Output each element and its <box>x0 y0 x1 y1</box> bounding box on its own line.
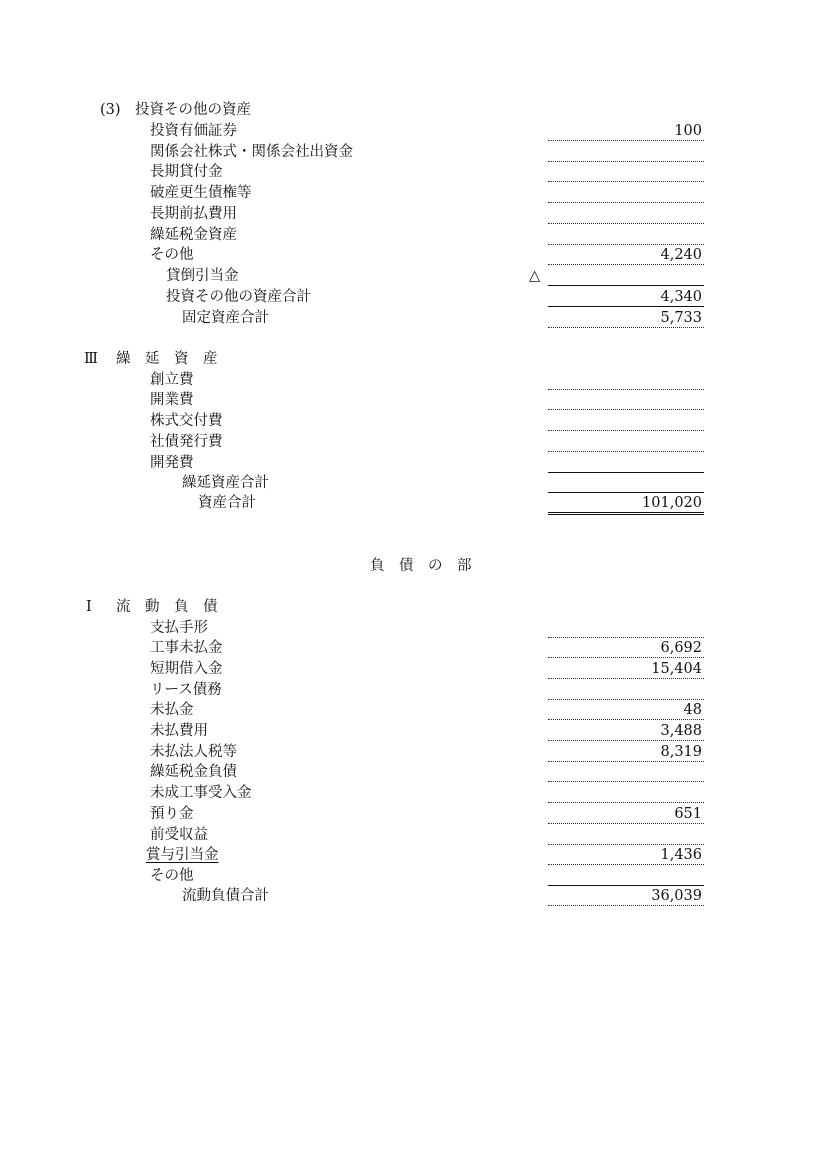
item-value <box>548 204 704 224</box>
item-value <box>548 162 704 182</box>
item-label: リース債務 <box>150 682 222 698</box>
item-value: 1,436 <box>548 845 704 865</box>
item-label: 預り金 <box>150 806 194 822</box>
current-liabilities-roman-numeral: Ⅰ <box>86 599 92 615</box>
item-label: 未成工事受入金 <box>150 785 252 801</box>
deferred-heading: 繰 延 資 産 <box>116 351 218 367</box>
item-value <box>548 453 704 473</box>
item-label: 開発費 <box>150 455 194 471</box>
item-value <box>548 225 704 245</box>
item-label: 前受収益 <box>150 827 208 843</box>
current-liabilities-total-label: 流動負債合計 <box>182 888 269 904</box>
negative-mark: △ <box>529 268 541 284</box>
item-value <box>548 432 704 452</box>
item-label: 関係会社株式・関係会社出資金 <box>150 144 353 160</box>
allowance-label: 貸倒引当金 <box>166 268 239 284</box>
item-label: 工事未払金 <box>150 640 223 656</box>
item-label: 繰延税金負債 <box>150 764 237 780</box>
item-label: 賞与引当金 <box>146 847 219 863</box>
assets-total-label: 資産合計 <box>198 495 256 511</box>
fixed-assets-total-label: 固定資産合計 <box>182 310 269 326</box>
item-value <box>548 618 704 638</box>
item-label: 開業費 <box>150 392 194 408</box>
item-value: 4,240 <box>548 245 704 265</box>
item-value <box>548 825 704 845</box>
item-label: 破産更生債権等 <box>150 185 252 201</box>
item-label: 未払金 <box>150 702 194 718</box>
item-value <box>548 370 704 390</box>
item-value <box>548 390 704 410</box>
item-value <box>548 183 704 203</box>
item-value <box>548 866 704 886</box>
item-value <box>548 680 704 700</box>
item-value: 15,404 <box>548 659 704 679</box>
item-label: 繰延税金資産 <box>150 227 237 243</box>
current-liabilities-total-value: 36,039 <box>548 886 704 906</box>
item-value <box>548 411 704 431</box>
item-label: 短期借入金 <box>150 661 223 677</box>
item-value: 6,692 <box>548 638 704 658</box>
liabilities-section-title: 負 債 の 部 <box>370 558 472 574</box>
item-value <box>548 783 704 803</box>
assets-total-value: 101,020 <box>548 493 704 515</box>
item-label: 投資有価証券 <box>150 123 237 139</box>
deferred-roman-numeral: Ⅲ <box>84 351 98 367</box>
item-value: 48 <box>548 700 704 720</box>
item-label: その他 <box>150 868 194 884</box>
item-label: 社債発行費 <box>150 434 223 450</box>
current-liabilities-heading: 流 動 負 債 <box>116 599 218 615</box>
deferred-total-value <box>548 473 704 493</box>
item-label: 長期前払費用 <box>150 206 237 222</box>
item-label: 支払手形 <box>150 620 208 636</box>
item-label: 株式交付費 <box>150 413 223 429</box>
item-value <box>548 762 704 782</box>
item-label: 未払法人税等 <box>150 744 237 760</box>
investments-total-value: 4,340 <box>548 287 704 307</box>
investments-heading: (3) 投資その他の資産 <box>100 102 252 118</box>
item-value: 8,319 <box>548 742 704 762</box>
item-value: 100 <box>548 121 704 141</box>
item-label: 未払費用 <box>150 723 208 739</box>
item-label: その他 <box>150 247 194 263</box>
investments-total-label: 投資その他の資産合計 <box>166 289 311 305</box>
fixed-assets-total-value: 5,733 <box>548 308 704 328</box>
item-value: 651 <box>548 804 704 824</box>
item-value: 3,488 <box>548 721 704 741</box>
item-label: 長期貸付金 <box>150 164 223 180</box>
deferred-total-label: 繰延資産合計 <box>182 475 269 491</box>
item-value <box>548 142 704 162</box>
item-label: 創立費 <box>150 372 194 388</box>
allowance-value <box>548 266 704 286</box>
